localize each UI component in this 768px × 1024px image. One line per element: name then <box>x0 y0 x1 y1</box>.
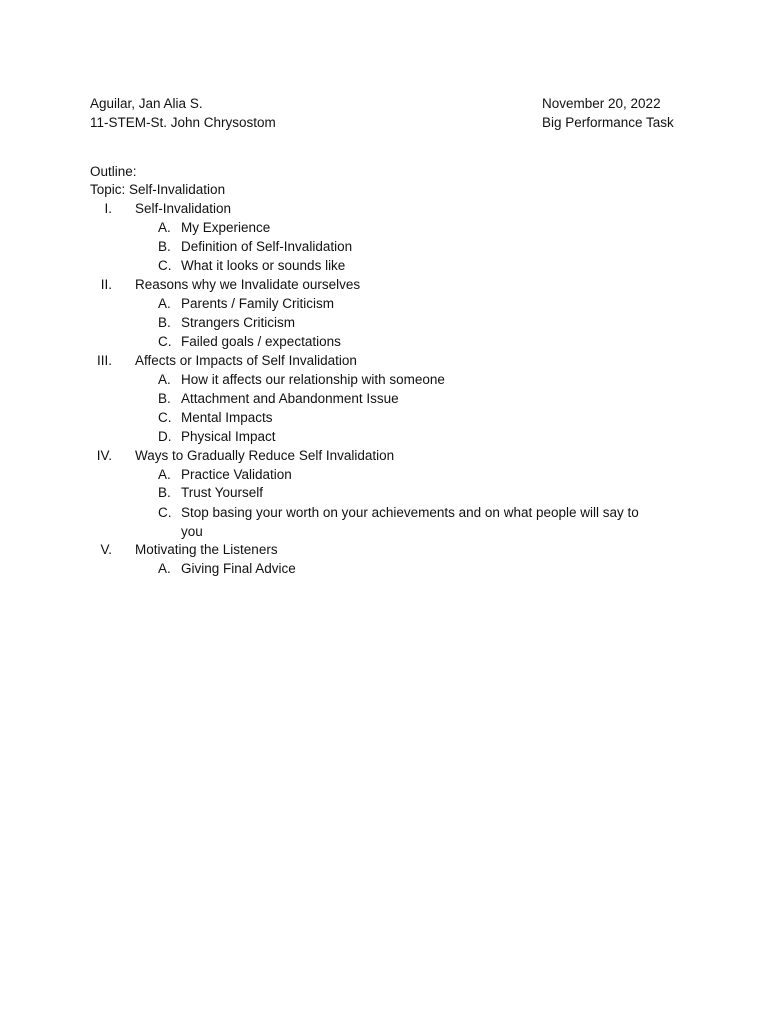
item-text: Attachment and Abandonment Issue <box>181 391 399 406</box>
item-text: Physical Impact <box>181 429 276 444</box>
section-title: Ways to Gradually Reduce Self Invalidation <box>135 448 395 463</box>
item-letter: B. <box>158 391 171 406</box>
item-letter: C. <box>158 258 172 273</box>
item-text: Failed goals / expectations <box>181 334 341 349</box>
item-letter: B. <box>158 315 171 330</box>
section-title: Reasons why we Invalidate ourselves <box>135 277 361 292</box>
item-text: How it affects our relationship with someone <box>181 372 445 387</box>
section-numeral: I. <box>104 201 112 216</box>
outline-topic: Topic: Self-Invalidation <box>90 182 226 197</box>
student-name: Aguilar, Jan Alia S. <box>90 96 203 111</box>
item-letter: B. <box>158 239 171 254</box>
section-numeral: III. <box>96 353 112 368</box>
section-title: Affects or Impacts of Self Invalidation <box>135 353 357 368</box>
task-title: Big Performance Task <box>542 115 674 130</box>
item-letter: A. <box>158 467 171 482</box>
item-letter: A. <box>158 296 171 311</box>
section-title: Motivating the Listeners <box>135 542 278 557</box>
section-numeral: II. <box>100 277 112 292</box>
item-text: Stop basing your worth on your achievements and on what people will say to you <box>181 505 639 539</box>
item-letter: C. <box>158 505 172 520</box>
student-section: 11-STEM-St. John Chrysostom <box>90 115 276 130</box>
item-text: Trust Yourself <box>181 485 264 500</box>
item-text: Strangers Criticism <box>181 315 296 330</box>
item-letter: B. <box>158 485 171 500</box>
item-letter: A. <box>158 220 171 235</box>
outline-label: Outline: <box>90 164 137 179</box>
item-text: My Experience <box>181 220 271 235</box>
item-text: Definition of Self-Invalidation <box>181 239 353 254</box>
section-numeral: IV. <box>96 448 112 463</box>
item-text: Practice Validation <box>181 467 292 482</box>
section-title: Self-Invalidation <box>135 201 232 216</box>
item-text: What it looks or sounds like <box>181 258 346 273</box>
section-numeral: V. <box>100 542 112 557</box>
item-text: Mental Impacts <box>181 410 273 425</box>
item-letter: C. <box>158 334 172 349</box>
item-letter: A. <box>158 561 171 576</box>
item-letter: A. <box>158 372 171 387</box>
item-text: Giving Final Advice <box>181 561 296 576</box>
item-text: Parents / Family Criticism <box>181 296 335 311</box>
item-letter: C. <box>158 410 172 425</box>
document-date: November 20, 2022 <box>542 96 661 111</box>
item-letter: D. <box>158 429 172 444</box>
